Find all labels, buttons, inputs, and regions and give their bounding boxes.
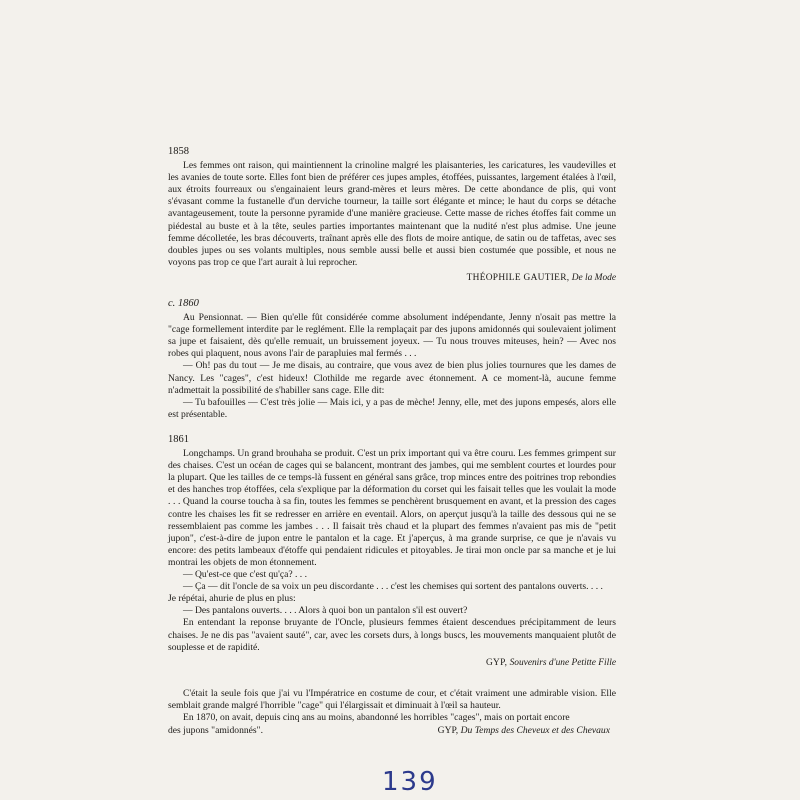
paragraph: Les femmes ont raison, qui maintiennent la crinoline malgré les plaisanteries, les caricatures, les vaudevilles et les avanies de toute sorte. Elles font bien de préférer ces jupes amples, étoffées, puissantes, largement étalées à l'œil, aux étroits fourreaux ou s'engainaient leurs grand-mères et leurs mères. De cette abondance de plis, qui vont s'évasant comme la fustanelle d'un derviche tourneur, la taille sort élégante et mince; le haut du corps se détache avantageusement, toute la personne pyramide d'une manière gracieuse. Cette masse de riches étoffes fait comme un piédestal au buste et à la tête, seules parties importantes maintenant que la nudité n'est plus admise. Une jeune femme décolletée, les bras découverts, traînant après elle des flots de moire antique, de satin ou de taffetas, avec ses doubles jupes ou ses volants multiples, nous semble aussi belle et aussi bien costumée que possible, et nous ne voyons pas trop ce que l'art aurait à lui reprocher. xyxy=(168,160,616,268)
section-c1860 xyxy=(168,298,616,421)
paragraph: — Des pantalons ouverts. . . . Alors à quoi bon un pantalon s'il est ouvert? xyxy=(183,605,468,617)
paragraph: — Ça — dit l'oncle de sa voix un peu discordante . . . c'est les chemises qui sortent des pantalons ouverts. . . . xyxy=(183,581,603,593)
section-1861 xyxy=(168,434,616,669)
page-number: 139 xyxy=(382,767,438,797)
attribution-work: De la Mode xyxy=(571,272,616,283)
paragraph: — Oh! pas du tout — Je me disais, au contraire, que vous avez de bien plus jolies tournures que les dames de Nancy. Les "cages", c'est hideux! Clothilde me regarde avec étonnement. A ce moment-là, aucune femme n'admettait la possibilité de s'habiller sans cage. Elle dit: xyxy=(168,360,616,396)
attribution-author: GYP, xyxy=(485,657,508,668)
attribution-author: GYP, xyxy=(437,724,459,736)
section-date: 1861 xyxy=(168,434,189,445)
attribution xyxy=(168,272,616,284)
attribution-work: Souvenirs d'une Petitte Fille xyxy=(509,657,616,668)
paragraph: — Tu bafouilles — C'est très jolie — Mais ici, y a pas de mèche! Jenny, elle, met des jupons empesés, alors elle est présentable. xyxy=(168,396,616,420)
attribution-author: THÉOPHILE GAUTIER, xyxy=(466,272,570,283)
attribution xyxy=(168,657,616,669)
paragraph: C'était la seule fois que j'ai vu l'Impératrice en costume de cour, et c'était vraiment une admirable vision. Elle semblait grande malgré l'horrible "cage" qui l'élargissait et diminuait à l'œil sa hauteur. xyxy=(168,688,616,712)
section-date: 1858 xyxy=(168,146,189,157)
paragraph: En entendant la reponse bruyante de l'Oncle, plusieurs femmes étaient descendues précipitamment de leurs chaises. Je ne dis pas "avaient sauté", car, avec les corsets durs, à longs buscs, les mouvements manquaient plutôt de souplesse et de rapidité. xyxy=(168,617,616,653)
section-1858 xyxy=(168,146,616,284)
paragraph: — Qu'est-ce que c'est qu'ça? . . . xyxy=(183,569,307,581)
section-date: c. 1860 xyxy=(168,298,199,309)
closing-section xyxy=(168,688,616,737)
attribution-work: Du Temps des Cheveux et des Chevaux xyxy=(460,724,610,736)
closing-last-row xyxy=(168,725,616,737)
attribution xyxy=(438,725,616,737)
paragraph: Au Pensionnat. — Bien qu'elle fût considérée comme absolument indépendante, Jenny n'osait pas mettre la "cage formellement interdite par le reglément. Elle la remplaçait par des jupons amidonnés qui soulevaient joliment sa jupe et faisaient, dès qu'elle remuait, un bruissement joyeux. — Tu nous trouves miteuses, hein? — Avec nos robes qui plaquent, nous avons l'air de parapluies mal fermés . . . xyxy=(168,312,616,360)
paragraph: En 1870, on avait, depuis cinq ans au moins, abandonné les horribles "cages", mais on portait encore xyxy=(183,712,570,724)
closing-last-line: des jupons "amidonnés". xyxy=(168,724,263,736)
paragraph: Je répétai, ahurie de plus en plus: xyxy=(168,593,296,605)
paragraph: Longchamps. Un grand brouhaha se produit. C'est un prix important qui va être couru. Les femmes grimpent sur des chaises. C'est un océan de cages qui se balancent, montrant des jambes, qui me semblent courtes et lourdes pour la plupart. Que les tailles de ce temps-là fussent en général sans grâce, trop minces entre des poitrines trop rebondies et des hanches trop étoffées, cela s'explique par la déformation du corset qui les faisait telles que les voulait la mode . . . Quand la course toucha à sa fin, toutes les femmes se penchèrent brusquement en avant, et la pression des cages contre les chaises les fit se redresser en arrière en eventail. Alors, on aperçut jusqu'à la taille des dessous qui ne se ressemblaient pas comme les jambes . . . Il faisait très chaud et la plupart des femmes n'avaient pas mis de "petit jupon", c'est-à-dire de jupon entre le pantalon et la cage. Et j'aperçus, à ma grande surprise, ce que je n'avais vu encore: des petits lambeaux d'étoffe qui pendaient ridicules et pitoyables. Je tirai mon oncle par sa manche et je lui montrai les objets de mon étonnement. xyxy=(168,448,616,568)
